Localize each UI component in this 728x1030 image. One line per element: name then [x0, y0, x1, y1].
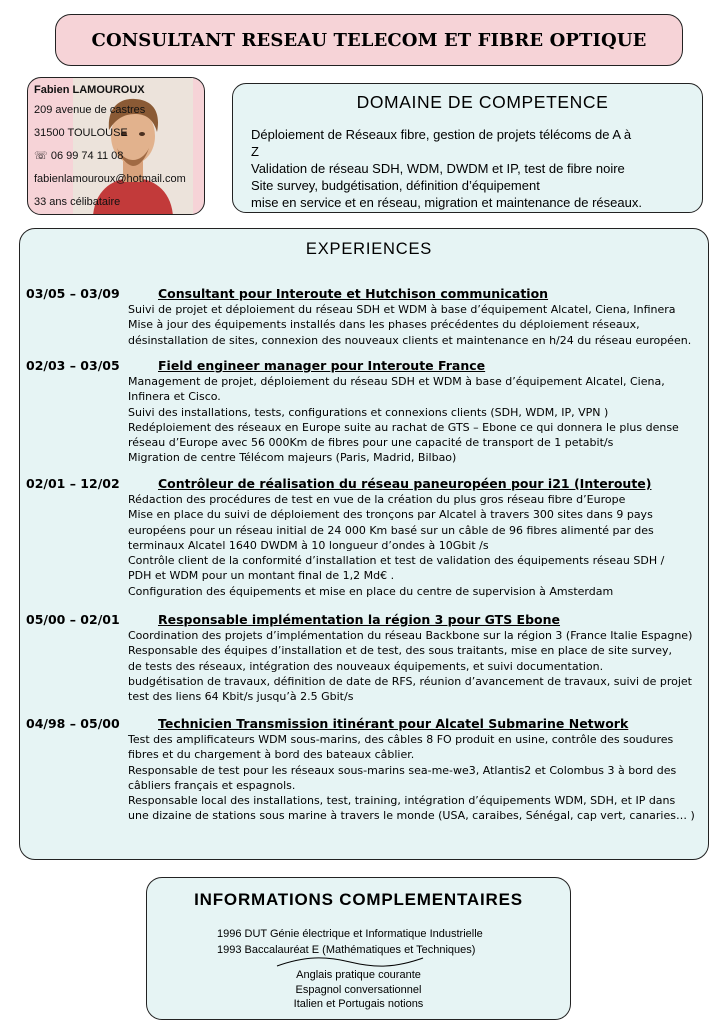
contact-city: 31500 TOULOUSE: [34, 127, 128, 139]
job-line: test des liens 64 Kbit/s jusqu’à 2.5 Gbit/s: [128, 690, 354, 704]
job-line: Contrôle client de la conformité d’installation et test de validation des équipements réseau SDH /: [128, 554, 665, 568]
job-line: Management de projet, déploiement du réseau SDH et WDM à base d’équipement Alcatel, Ciena,: [128, 375, 665, 388]
contact-phone: 06 99 74 11 08: [50, 150, 124, 162]
competence-line: Déploiement de Réseaux fibre, gestion de projets télécoms de A à: [251, 127, 632, 142]
job-line: budgétisation de travaux, définition de date de RFS, réunion d’avancement de travaux, suivi de projet: [128, 674, 692, 688]
experiences-title: EXPERIENCES: [305, 240, 433, 258]
additional-info-title: INFORMATIONS COMPLEMENTAIRES: [194, 890, 523, 909]
language-line: Espagnol conversationnel: [295, 983, 422, 996]
job-title: Responsable implémentation la région 3 pour GTS Ebone: [158, 612, 561, 627]
job-line: Redéploiement des réseaux en Europe suite au rachat de GTS – Ebone ce qui donnera le plus dense: [128, 420, 679, 434]
job-description: [128, 302, 708, 348]
job-dates: 05/00 – 02/01: [26, 612, 120, 627]
job-line: fibres et du chargement à bord des bateaux câblier.: [128, 748, 415, 762]
job-line: Suivi des installations, tests, configurations et connexions clients (SDH, WDM, IP, VPN ): [128, 405, 609, 419]
job-title: Contrôleur de réalisation du réseau paneuropéen pour i21 (Interoute): [158, 476, 652, 491]
job-line: une dizaine de stations sous marine à travers le monde (USA, caraibes, Sénégal, cap vert, canaries… ): [128, 809, 695, 823]
language-line: Anglais pratique courante: [296, 969, 421, 981]
contact-status: 33 ans célibataire: [34, 196, 121, 208]
contact-card: [27, 77, 205, 215]
job-line: de tests des réseaux, intégration des nouveaux équipements, et suivi documentation.: [128, 659, 604, 673]
job-line: câbliers français et espagnols.: [128, 778, 296, 792]
contact-details: [34, 83, 205, 215]
job-dates: 03/05 – 03/09: [26, 286, 120, 301]
degree-line: 1996 DUT Génie électrique et Informatique Industrielle: [217, 928, 483, 940]
job-line: Infinera et Cisco.: [128, 390, 221, 404]
job-line: désinstallation de sites, connexion des nouveaux clients et maintenance en h/24 du réseau européen.: [128, 333, 692, 347]
job-line: européens pour un réseau initial de 24 000 Km basé sur un câble de 96 fibres alimenté par des: [128, 523, 654, 537]
additional-info-section: [146, 877, 571, 1020]
job-line: Suivi de projet et déploiement du réseau SDH et WDM à base d’équipement Alcatel, Ciena, Infinera: [128, 303, 676, 316]
job-line: Responsable local des installations, test, training, intégration d’équipements WDM, SDH, et IP dans: [128, 794, 676, 808]
job-line: Responsable de test pour les réseaux sous-marins sea-me-we3, Atlantis2 et Colombus 3 à bord des: [128, 763, 677, 777]
phone-icon: ☏: [34, 150, 48, 162]
job-line: Migration de centre Télécom majeurs (Paris, Madrid, Bilbao): [128, 451, 457, 465]
job-dates: 02/01 – 12/02: [26, 476, 120, 491]
job-line: PDH et WDM pour un montant final de 1,2 Md€ .: [128, 569, 395, 583]
job-description: [128, 492, 708, 599]
contact-street: 209 avenue de castres: [34, 104, 146, 116]
job-line: Responsable des équipes d’installation et de test, des sous traitants, mise en place de site survey,: [128, 644, 673, 658]
competence-title: DOMAINE DE COMPETENCE: [356, 92, 609, 112]
job-line: Rédaction des procédures de test en vue de la création du plus gros réseau fibre d’Europe: [128, 493, 626, 506]
job-description: [128, 374, 708, 466]
contact-name: Fabien LAMOUROUX: [34, 84, 145, 96]
competence-list: [251, 126, 701, 211]
job-title: Technicien Transmission itinérant pour Alcatel Submarine Network: [158, 716, 629, 731]
job-line: Configuration des équipements et mise en place du centre de supervision à Amsterdam: [128, 584, 614, 598]
job-line: réseau d’Europe avec 56 000Km de fibres pour une capacité de transport de 1 petabit/s: [128, 436, 614, 450]
competence-section: [232, 83, 703, 213]
job-description: [128, 732, 708, 824]
job-dates: 04/98 – 05/00: [26, 716, 120, 731]
contact-email[interactable]: fabienlamouroux@hotmail.com: [34, 173, 186, 185]
job-title: Consultant pour Interoute et Hutchison communication: [158, 286, 549, 301]
page-title: CONSULTANT RESEAU TELECOM ET FIBRE OPTIQUE: [91, 29, 647, 51]
contact-phone-line: [34, 149, 205, 172]
job-line: terminaux Alcatel 1640 DWDM à 10 longueur d’ondes à 10Gbit /s: [128, 538, 489, 552]
competence-line: Validation de réseau SDH, WDM, DWDM et IP, test de fibre noire: [251, 161, 625, 176]
languages-list: [147, 968, 570, 1012]
title-banner: [55, 14, 683, 66]
competence-line: mise en service et en réseau, migration et maintenance de réseaux.: [251, 195, 642, 210]
language-line: Italien et Portugais notions: [293, 998, 424, 1010]
job-line: Coordination des projets d’implémentation du réseau Backbone sur la région 3 (France Italie Espagne): [128, 629, 693, 642]
job-line: Mise à jour des équipements installés dans les phases précédentes du déploiement réseaux,: [128, 318, 640, 332]
job-dates: 02/03 – 03/05: [26, 358, 120, 373]
job-line: Mise en place du suivi de déploiement des tronçons par Alcatel à travers 300 sites dans 9 pays: [128, 508, 653, 522]
job-title: Field engineer manager pour Interoute France: [158, 358, 486, 373]
competence-line: Site survey, budgétisation, définition d’équipement: [251, 178, 540, 193]
degree-line: 1993 Baccalauréat E (Mathématiques et Techniques): [217, 944, 476, 956]
job-description: [128, 628, 708, 704]
job-line: Test des amplificateurs WDM sous-marins, des câbles 8 FO produit en usine, contrôle des soudures: [128, 733, 674, 746]
competence-line: Z: [251, 144, 259, 159]
